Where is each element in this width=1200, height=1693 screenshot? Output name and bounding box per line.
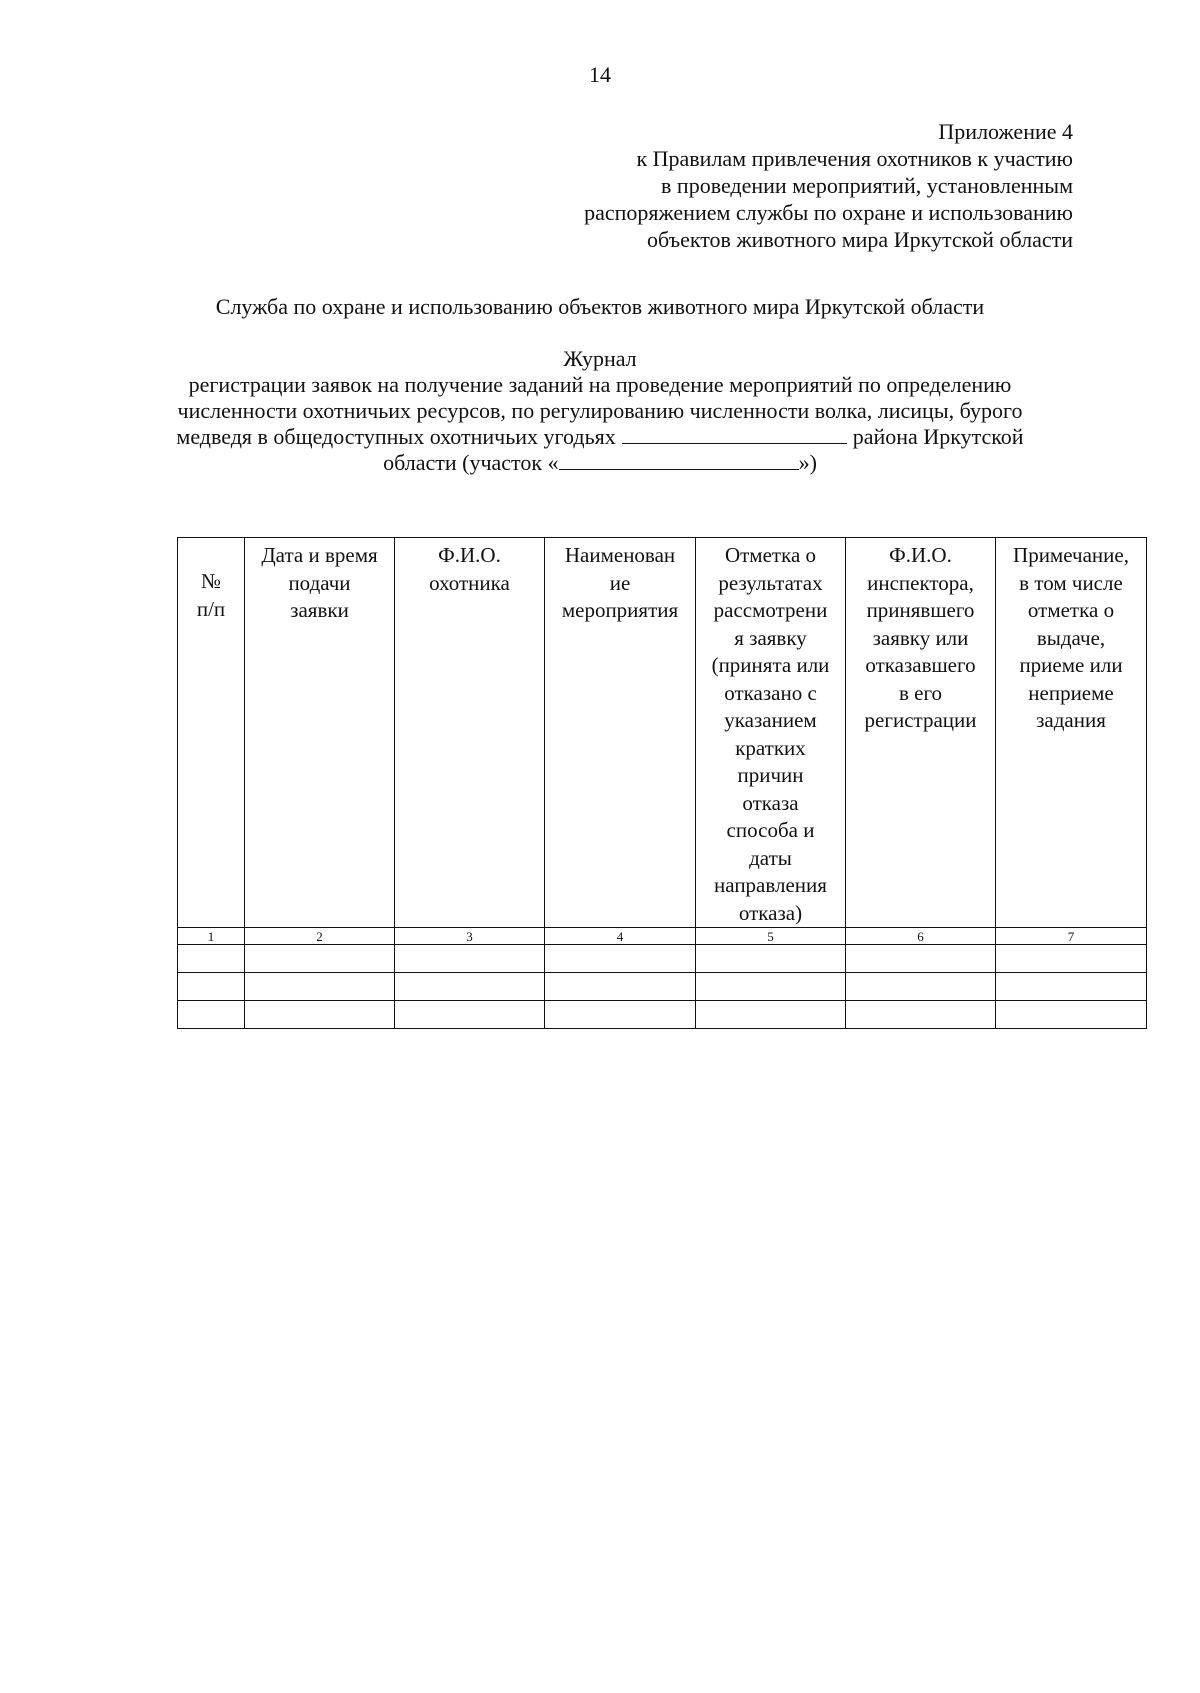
appendix-block — [584, 118, 1073, 253]
header-cell-result-mark — [696, 538, 846, 928]
register-table — [177, 537, 1147, 1029]
journal-subtitle-line — [160, 424, 1040, 450]
table-row — [178, 945, 1147, 973]
header-line: Дата и время — [261, 543, 378, 567]
table-cell — [395, 1001, 545, 1029]
table-cell — [996, 1001, 1147, 1029]
header-line: Ф.И.О. — [438, 543, 501, 567]
header-line: неприеме — [1028, 680, 1114, 705]
journal-text: ») — [798, 450, 817, 475]
header-line: отказано с — [724, 680, 817, 705]
header-line: причин — [737, 763, 804, 787]
header-line: Отметка о — [724, 543, 817, 567]
table-cell — [846, 945, 996, 973]
journal-subtitle-line: регистрации заявок на получение заданий на проведение мероприятий по определению — [188, 372, 1012, 397]
header-line: задания — [1036, 708, 1106, 732]
column-number: 5 — [696, 928, 846, 945]
header-line: отказа) — [738, 900, 803, 925]
agency-name: Служба по охране и использованию объектов животного мира Иркутской области — [215, 294, 985, 319]
header-line: Примечание, — [1013, 543, 1129, 567]
column-number: 7 — [996, 928, 1147, 945]
header-line: Наименован — [564, 543, 676, 567]
table-header-row — [178, 538, 1147, 928]
table-body — [178, 945, 1147, 1029]
header-cell-inspector-name — [846, 538, 996, 928]
header-line: приеме или — [1019, 653, 1123, 677]
header-line: указанием — [724, 708, 817, 732]
header-cell-note — [996, 538, 1147, 928]
header-cell-hunter-name — [395, 538, 545, 928]
header-line: заявку или — [872, 625, 969, 650]
column-number: 1 — [178, 928, 245, 945]
district-blank-field — [622, 425, 847, 444]
header-line: способа и — [726, 818, 815, 842]
header-line: Ф.И.О. — [889, 543, 952, 567]
header-line: выдаче, — [1036, 625, 1106, 650]
table-cell — [178, 1001, 245, 1029]
column-number: 6 — [846, 928, 996, 945]
table-cell — [996, 945, 1147, 973]
table-cell — [996, 973, 1147, 1001]
table-cell — [178, 973, 245, 1001]
page-number: 14 — [589, 62, 611, 87]
header-line: инспектора, — [867, 570, 974, 595]
header-line: в его — [898, 680, 943, 705]
table-cell — [846, 973, 996, 1001]
appendix-line: в проведении мероприятий, установленным — [661, 173, 1073, 198]
header-line: рассмотрени — [713, 598, 828, 622]
appendix-line: объектов животного мира Иркутской области — [647, 227, 1073, 252]
column-number: 2 — [245, 928, 395, 945]
header-line: отметка о — [1027, 598, 1115, 622]
header-line: регистрации — [864, 708, 977, 732]
header-line: даты — [749, 845, 792, 870]
header-line: в том числе — [1019, 570, 1123, 595]
header-line: направления — [714, 873, 827, 897]
header-line: № — [200, 569, 222, 593]
journal-title: Журнал — [563, 346, 637, 371]
table-cell — [178, 945, 245, 973]
journal-text: района Иркутской — [852, 424, 1024, 449]
journal-subtitle-line: численности охотничьих ресурсов, по регулированию численности волка, лисицы, бурого — [177, 398, 1023, 423]
header-cell-date — [245, 538, 395, 928]
journal-text: области (участок « — [383, 450, 559, 475]
appendix-line: Приложение 4 — [938, 119, 1073, 144]
header-line: результатах — [718, 570, 823, 595]
header-line: кратких — [735, 735, 806, 760]
appendix-line: распоряжением службы по охране и использованию — [584, 200, 1073, 225]
header-line: (принята или — [711, 653, 830, 677]
header-line: я заявку — [734, 625, 807, 650]
journal-text: медведя в общедоступных охотничьих угодьях — [176, 424, 616, 449]
header-line: отказавшего — [865, 653, 976, 677]
journal-subtitle-line — [160, 450, 1040, 476]
header-line: отказа — [742, 790, 799, 815]
header-line: заявки — [290, 598, 349, 622]
header-line: мероприятия — [561, 598, 679, 622]
header-line: подачи — [288, 570, 351, 595]
table-cell — [846, 1001, 996, 1029]
header-line: охотника — [429, 570, 510, 595]
journal-heading — [160, 346, 1040, 476]
header-line: принявшего — [866, 598, 975, 622]
table-cell — [245, 973, 395, 1001]
table-cell — [696, 1001, 846, 1029]
header-cell-number — [178, 538, 245, 928]
table-cell — [696, 945, 846, 973]
plot-blank-field — [559, 451, 799, 470]
table-row — [178, 973, 1147, 1001]
table-cell — [395, 945, 545, 973]
table-cell — [545, 945, 696, 973]
table-cell — [545, 973, 696, 1001]
appendix-line: к Правилам привлечения охотников к участию — [636, 146, 1073, 171]
table-cell — [395, 973, 545, 1001]
header-line: п/п — [196, 596, 226, 621]
table-cell — [245, 945, 395, 973]
header-line: ие — [609, 570, 631, 595]
table-cell — [245, 1001, 395, 1029]
column-number-row — [178, 928, 1147, 945]
header-cell-event-name — [545, 538, 696, 928]
table-cell — [545, 1001, 696, 1029]
table-cell — [696, 973, 846, 1001]
table-row — [178, 1001, 1147, 1029]
column-number: 3 — [395, 928, 545, 945]
column-number: 4 — [545, 928, 696, 945]
